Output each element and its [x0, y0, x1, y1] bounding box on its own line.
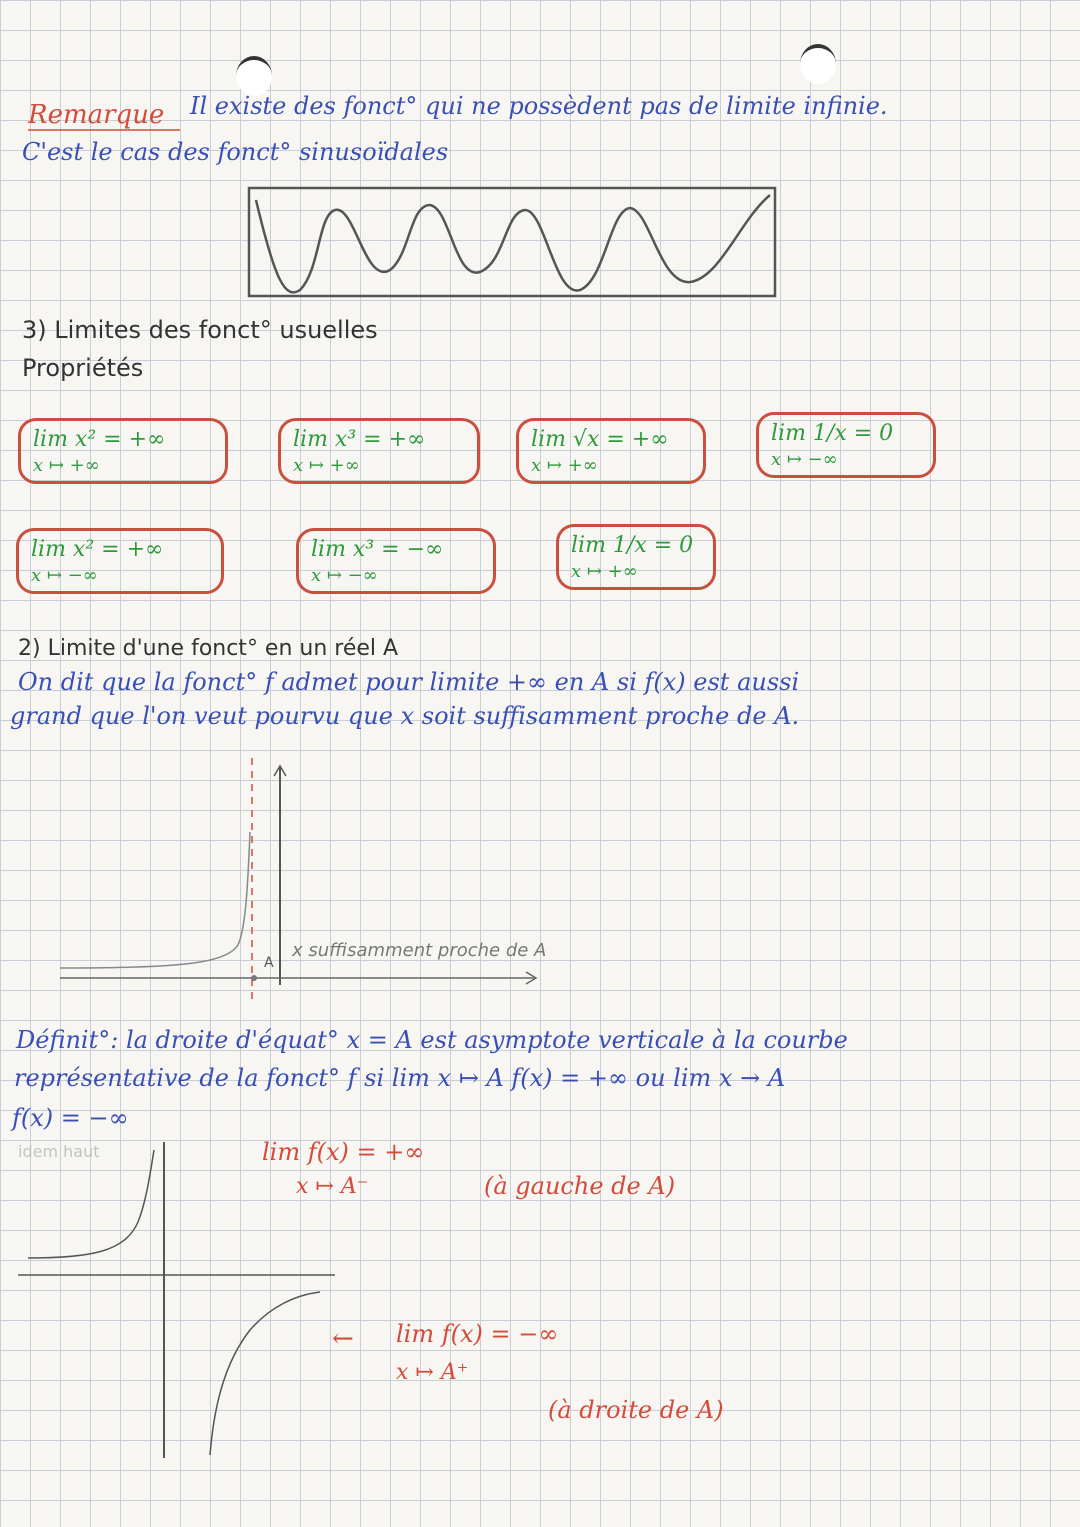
limit-cond: x ↦ +∞: [531, 455, 598, 476]
graph1-point-a: [251, 975, 257, 981]
right-limit-note: (à droite de A): [548, 1396, 724, 1424]
graph-point-label: A: [264, 955, 274, 971]
right-limit-arrow: ←: [332, 1324, 354, 1354]
limit-expr: lim x³ = +∞: [293, 427, 426, 452]
section3-title: 3) Limites des fonct° usuelles: [22, 316, 378, 344]
limit-expr: lim x² = +∞: [33, 427, 166, 452]
limit-expr: lim 1/x = 0: [771, 421, 894, 446]
limit-cond: x ↦ +∞: [293, 455, 360, 476]
section2-line2: grand que l'on veut pourvu que x soit suffisamment proche de A.: [10, 702, 800, 730]
definition-line3: f(x) = −∞: [12, 1104, 129, 1132]
remark-heading: Remarque: [28, 100, 165, 130]
remark-line1: Il existe des fonct° qui ne possèdent pas de limite infinie.: [190, 92, 888, 120]
sinusoid-curve: [256, 195, 770, 292]
limit-expr: lim x³ = −∞: [311, 537, 444, 562]
limit-cond: x ↦ −∞: [31, 565, 98, 586]
limit-expr: lim √x = +∞: [531, 427, 669, 452]
limit-cond: x ↦ −∞: [311, 565, 378, 586]
graph1-curve: [60, 832, 250, 968]
limit-cond: x ↦ +∞: [571, 561, 638, 582]
graph2-left-curve: [28, 1150, 154, 1258]
left-limit-note: (à gauche de A): [484, 1172, 676, 1200]
left-limit-expr: lim f(x) = +∞: [262, 1138, 425, 1166]
right-limit-expr: lim f(x) = −∞: [396, 1320, 559, 1348]
graph2-right-curve: [210, 1292, 320, 1455]
faint-note: idem haut: [18, 1142, 100, 1161]
limit-cond: x ↦ +∞: [33, 455, 100, 476]
section2-line1: On dit que la fonct° f admet pour limite +∞ en A si f(x) est aussi: [18, 668, 800, 696]
remark-line2: C'est le cas des fonct° sinusoïdales: [22, 138, 449, 166]
definition-line1: Définit°: la droite d'équat° x = A est asymptote verticale à la courbe: [16, 1026, 848, 1054]
limit-cond: x ↦ −∞: [771, 449, 838, 470]
graph-caption: x suffisamment proche de A: [292, 940, 547, 961]
section3-subtitle: Propriétés: [22, 354, 144, 382]
definition-line2: représentative de la fonct° f si lim x ↦ A f(x) = +∞ ou lim x → A: [14, 1064, 786, 1092]
right-limit-cond: x ↦ A⁺: [396, 1360, 469, 1385]
limit-expr: lim 1/x = 0: [571, 533, 694, 558]
section2-title: 2) Limite d'une fonct° en un réel A: [18, 636, 399, 661]
left-limit-cond: x ↦ A⁻: [296, 1174, 369, 1199]
limit-expr: lim x² = +∞: [31, 537, 164, 562]
